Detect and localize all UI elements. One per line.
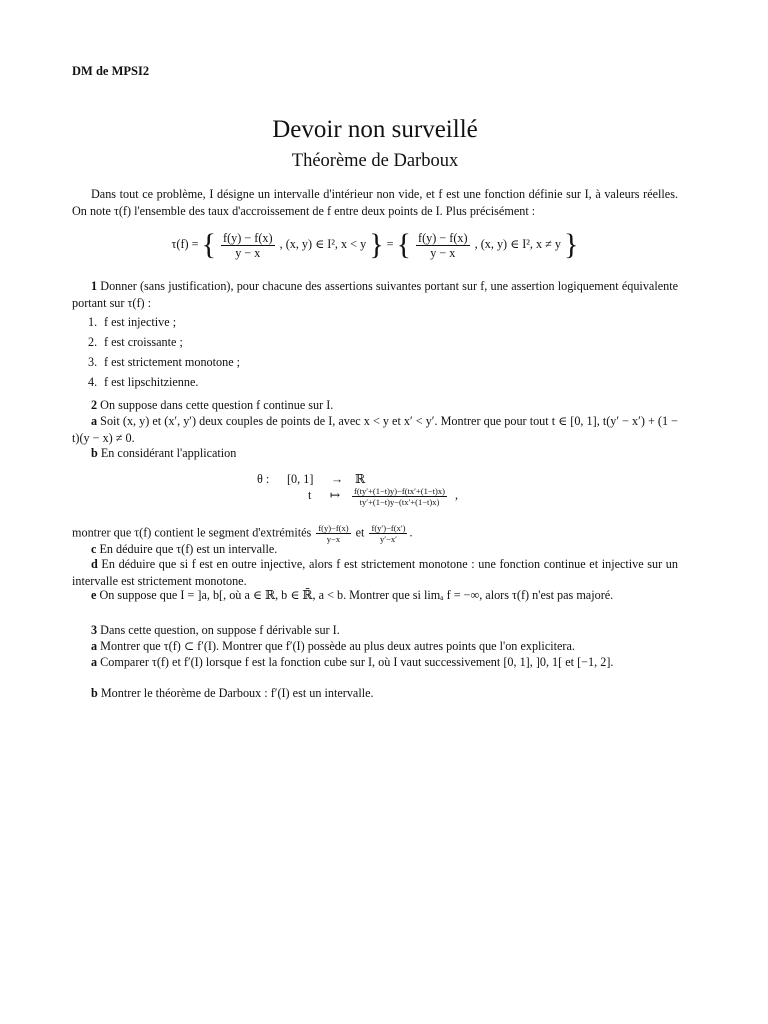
formula-condition-1: , (x, y) ∈ I², x < y [279,236,367,251]
formula-equals: = [386,236,394,251]
question-3-number: 3 [91,623,98,637]
question-1 [72,278,678,311]
question-1-text: Donner (sans justification), pour chacune des assertions suivantes portant sur f, une assertion logiquement équivalente portant sur τ(f) : [72,279,679,310]
formula-fraction-1: $\frac{f(y) - f(x)}{y - x}$ [223,230,273,260]
document-title: Devoir non surveillé [272,116,478,143]
list-item: 3. f est strictement monotone ; [88,355,241,369]
theta-fraction: $\frac{f(ty'+(1-t)y)-f(tx'+(1-t)x)}{ty'+(1-t)y-(tx'+(1-t)x)}$ [354,486,445,507]
formula-fraction-2: $\frac{f(y) - f(x)}{y - x}$ [418,230,468,260]
question-3a-second: a Comparer τ(f) et f′(I) lorsque f est la fonction cube sur I, où I vaut successivement [0, 1], ]0, 1[ et [−1, 2]. [91,655,614,669]
formula-condition-2: , (x, y) ∈ I², x ≠ y [474,236,561,251]
question-2e: e On suppose que I = ]a, b[, où a ∈ ℝ, b ∈ ℝ̄, a < b. Montrer que si limₐ f = −∞, alors τ(f) n'est pas majoré. [91,588,614,602]
question-2-number: 2 [91,398,98,412]
document-header: DM de MPSI2 [72,64,150,78]
list-item: 2. f est croissante ; [88,335,183,349]
formula-lhs: τ(f) = [171,236,199,251]
extremity-fraction-1: $\frac{f(y)-f(x)}{y-x}$ [318,523,349,544]
intro-paragraph: Dans tout ce problème, I désigne un intervalle d'intérieur non vide, et f est une fonction définie sur I, à valeurs réelles. On note τ(f) l'ensemble des taux d'accroissement de f entre deux points de I. Plus précisément : [72,187,678,218]
question-2b: b En considérant l'application [91,446,237,460]
list-item: 1. f est injective ; [88,315,177,329]
question-2d: d En déduire que si f est en outre injective, alors f est strictement monotone : une fonction continue et injective sur un intervalle est strictement monotone. [72,557,678,588]
question-2b-conclusion: montrer que τ(f) contient le segment d'extrémités $\frac{f(y)-f(x)}{y-x}$ et $\frac{f(y')-f(x')}{y'-x'}$ . [72,523,413,544]
question-3-text: Dans cette question, on suppose f dérivable sur I. [100,623,340,637]
question-3 [72,622,678,639]
document-subtitle: Théorème de Darboux [291,151,459,171]
question-2 [72,397,678,414]
extremity-fraction-2: $\frac{f(y')-f(x')}{y'-x'}$ [371,523,406,544]
question-1-number: 1 [91,279,98,293]
question-3b: b Montrer le théorème de Darboux : f′(I) est un intervalle. [91,686,374,700]
tau-definition-formula: τ(f) = { $\frac{f(y) - f(x)}{y - x}$ , (x, y) ∈ I², x < y } = { $\frac{f(y) - f(x)}{y - x}$ , (x, y) ∈ I², x ≠ y } [171,228,579,261]
question-2a: a Soit (x, y) et (x′, y′) deux couples de points de I, avec x < y et x′ < y′. Montrer que pour tout t ∈ [0, 1], t(y′ − x′) + (1 − t)(y − x) ≠ 0. [72,414,678,445]
question-3a-first: a Montrer que τ(f) ⊂ f′(I). Montrer que f′(I) possède au plus deux autres points que l'on explicitera. [91,639,575,653]
question-2c: c En déduire que τ(f) est un intervalle. [91,542,278,556]
theta-map-line-1: θ : [0, 1] → ℝ [257,472,366,486]
question-2-text: On suppose dans cette question f continue sur I. [100,398,334,412]
list-item: 4. f est lipschitzienne. [88,375,199,389]
theta-map-line-2: t ↦ $\frac{f(ty'+(1-t)y)-f(tx'+(1-t)x)}{ty'+(1-t)y-(tx'+(1-t)x)}$ , [308,486,458,507]
